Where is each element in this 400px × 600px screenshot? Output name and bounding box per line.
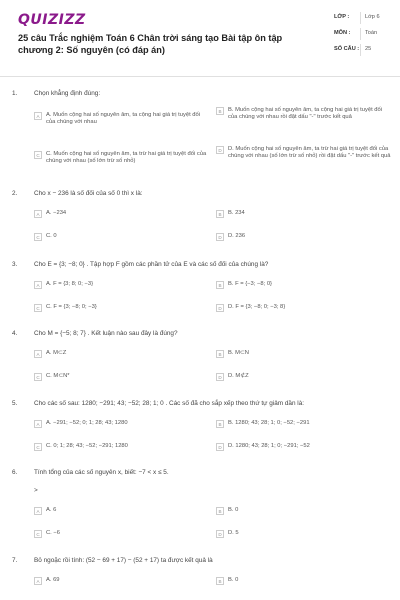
option-b[interactable] [216,281,392,289]
option-a[interactable] [34,507,210,515]
meta-row-class [334,12,394,24]
question-number: 7. [12,557,18,564]
option-box: A [34,507,42,515]
option-box: C [34,233,42,241]
option-a[interactable] [34,577,210,585]
option-box: C [34,304,42,312]
option-a[interactable] [34,210,210,218]
option-b[interactable] [216,210,392,218]
option-d[interactable] [216,373,392,381]
option-text: B. 0 [228,577,239,583]
question-number: 4. [12,330,18,337]
option-box: B [216,507,224,515]
option-d[interactable] [216,530,392,538]
question-number: 1. [12,90,18,97]
question-text: Cho các số sau: 1280; −291; 43; −52; 28; 1; 0 . Các số đã cho sắp xếp theo thứ tự giảm dần là: [34,400,305,407]
option-text: A. −291; −52; 0; 1; 28; 43; 1280 [46,420,128,426]
option-text: A. Muốn cộng hai số nguyên âm, ta cộng hai giá trị tuyệt đối của chúng với nhau [46,112,201,125]
option-box: A [34,577,42,585]
meta-label: SỐ CÂU : [334,46,360,52]
option-text: B. M⊂N [228,350,249,356]
header-divider [0,76,400,77]
meta-label: LỚP : [334,14,350,20]
option-box: B [216,281,224,289]
option-box: C [34,530,42,538]
option-text: D. 5 [228,530,239,536]
option-box: D [216,233,224,241]
option-c[interactable] [34,233,210,241]
question-number: 3. [12,261,18,268]
quizizz-logo: QUIZIZZ [18,12,86,28]
option-a[interactable] [34,350,210,358]
option-text: B. F = {−3; −8; 0} [228,281,272,287]
option-c[interactable] [34,151,210,165]
option-c[interactable] [34,530,210,538]
question-number: 2. [12,190,18,197]
meta-info [334,12,394,60]
option-text: D. F = {3; −8; 0; −3; 8} [228,304,286,310]
option-box: A [34,210,42,218]
option-text: B. 234 [228,210,245,216]
option-box: B [216,210,224,218]
option-text: D. M⊄Z [228,373,249,379]
option-box: B [216,420,224,428]
option-box: B [216,577,224,585]
option-text: A. F = {3; 8; 0; −3} [46,281,94,287]
option-box: D [216,530,224,538]
option-c[interactable] [34,373,210,381]
question-text: Tính tổng của các số nguyên x, biết: −7 < x ≤ 5. [34,469,169,476]
option-box: A [34,281,42,289]
option-text: C. 0 [46,233,57,239]
option-text: B. Muốn cộng hai số nguyên âm, ta cộng hai giá trị tuyệt đối của chúng với nhau rồi đặt dấu "-" trước kết quả [228,107,383,120]
option-b[interactable] [216,107,392,121]
document-title: 25 câu Trắc nghiệm Toán 6 Chân trời sáng tạo Bài tập ôn tập chương 2: Số nguyên (có đáp án) [18,33,283,55]
option-box: D [216,443,224,451]
option-text: A. M⊂Z [46,350,67,356]
option-box: D [216,304,224,312]
option-text: B. 1280; 43; 28; 1; 0; −52; −291 [228,420,310,426]
option-a[interactable] [34,420,210,428]
option-text: C. F = {3; −8; 0; −3} [46,304,97,310]
option-box: A [34,350,42,358]
option-text: C. 0; 1; 28; 43; −52; −291; 1280 [46,443,128,449]
page-header [0,0,400,78]
option-box: B [216,107,224,115]
option-text: C. −6 [46,530,61,536]
option-text: A. 6 [46,507,57,513]
option-text: A. −234 [46,210,67,216]
option-text: B. 0 [228,507,239,513]
option-text: C. M⊂N* [46,373,70,379]
question-text: Cho E = {3; −8; 0} . Tập hợp F gồm các phần tử của E và các số đối của chúng là? [34,261,269,268]
option-c[interactable] [34,443,210,451]
meta-row-count [334,44,394,56]
meta-value: Lớp 6 [360,12,386,24]
question-extra-text: > [34,487,38,494]
question-text: Cho x − 236 là số đối của số 0 thì x là: [34,190,143,197]
option-text: D. 236 [228,233,246,239]
option-box: D [216,146,224,154]
option-a[interactable] [34,281,210,289]
option-box: D [216,373,224,381]
option-b[interactable] [216,420,392,428]
option-box: C [34,151,42,159]
option-c[interactable] [34,304,210,312]
question-text: Chọn khẳng định đúng: [34,90,101,97]
option-box: A [34,420,42,428]
question-number: 5. [12,400,18,407]
meta-label: MÔN : [334,30,351,36]
option-b[interactable] [216,350,392,358]
option-box: A [34,112,42,120]
option-text: D. 1280; 43; 28; 1; 0; −291; −52 [228,443,310,449]
meta-value: Toán [360,28,386,40]
option-d[interactable] [216,146,392,160]
question-number: 6. [12,469,18,476]
option-b[interactable] [216,577,392,585]
question-text: Bỏ ngoặc rồi tính: (52 − 69 + 17) − (52 + 17) ta được kết quả là [34,557,213,564]
option-b[interactable] [216,507,392,515]
option-d[interactable] [216,304,392,312]
option-box: C [34,373,42,381]
meta-value: 25 [360,44,386,56]
question-text: Cho M = {−5; 8; 7} . Kết luận nào sau đây là đúng? [34,330,178,337]
option-d[interactable] [216,233,392,241]
option-text: D. Muốn cộng hai số nguyên âm, ta trừ hai giá trị tuyệt đối của chúng với nhau (số lớn trừ số nhỏ) rồi đặt dấu "-" trước kết quả [228,146,391,159]
option-d[interactable] [216,443,392,451]
meta-row-subject [334,28,394,40]
option-a[interactable] [34,112,210,126]
option-box: C [34,443,42,451]
option-text: A. 69 [46,577,60,583]
option-box: B [216,350,224,358]
option-text: C. Muốn cộng hai số nguyên âm, ta trừ hai giá trị tuyệt đối của chúng với nhau (số lớn trừ số nhỏ) [46,151,207,164]
